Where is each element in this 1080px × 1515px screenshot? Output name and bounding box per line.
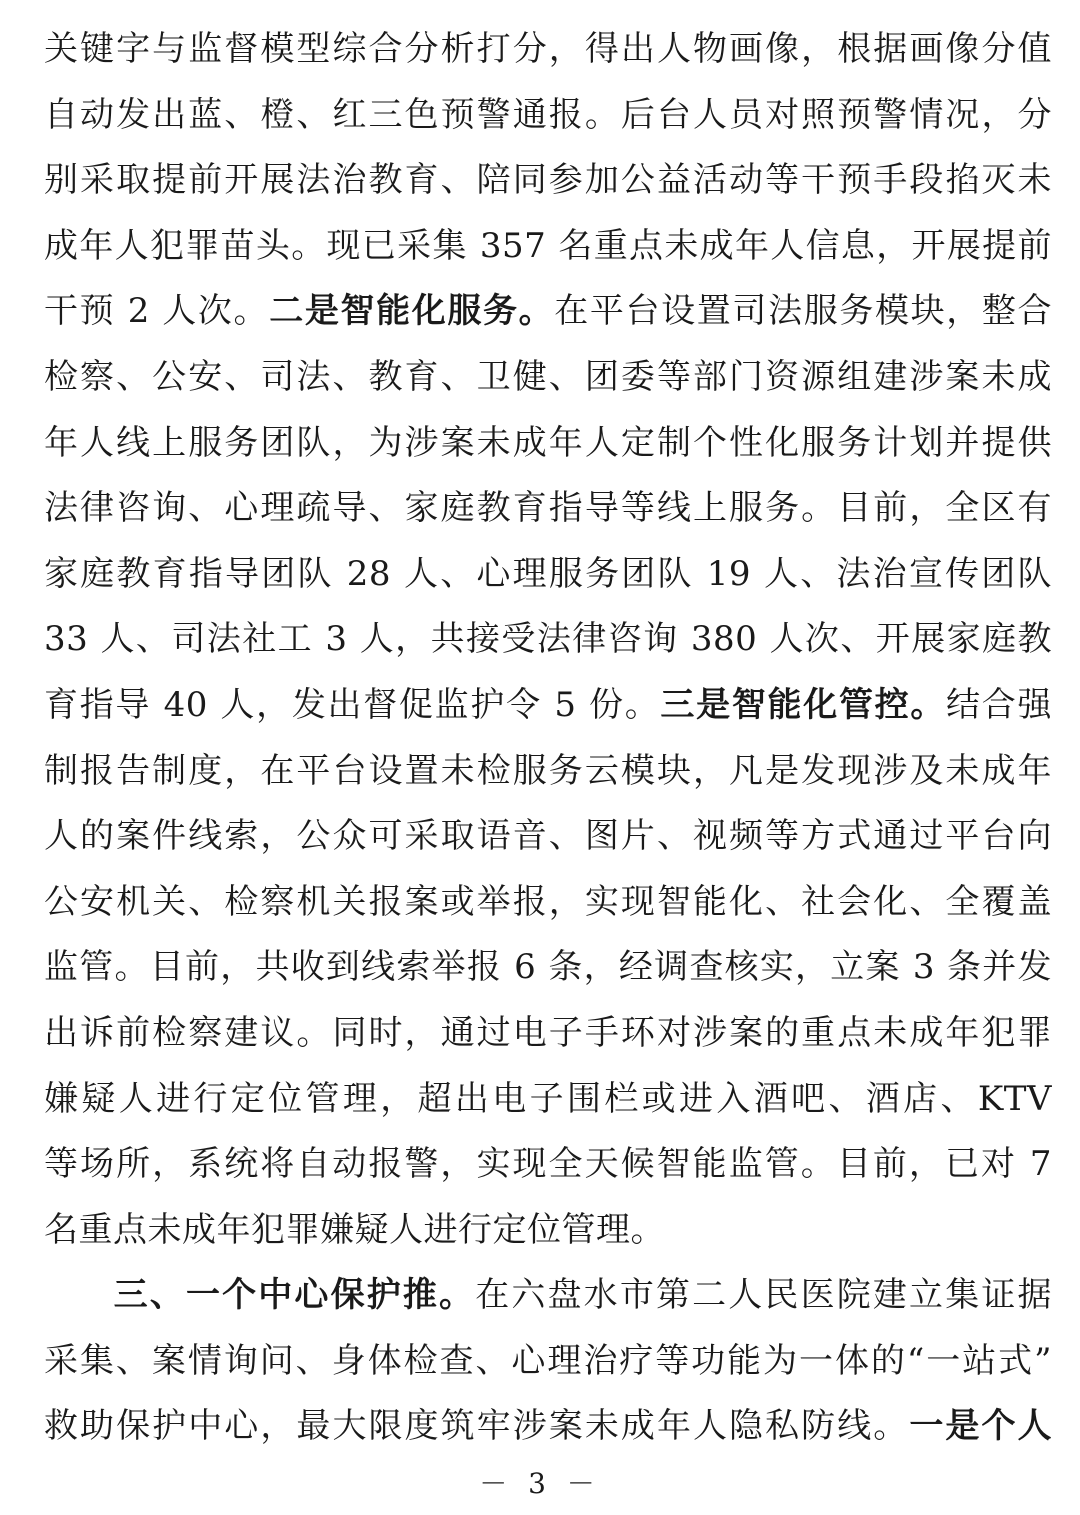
text-line: 采集、案情询问、身体检查、心理治疗等功能为一体的“一站式”	[44, 1340, 1052, 1381]
text-line: 嫌疑人进行定位管理，超出电子围栏或进入酒吧、酒店、KTV	[44, 1078, 1052, 1119]
text-line: 法律咨询、心理疏导、家庭教育指导等线上服务。目前，全区有	[44, 488, 1052, 529]
text-line: 监管。目前，共收到线索举报 6 条，经调查核实，立案 3 条并发	[44, 947, 1052, 988]
text-line: 名重点未成年犯罪嫌疑人进行定位管理。	[44, 1209, 665, 1250]
bold-heading-smart-service: 二是智能化服务。	[269, 291, 555, 332]
text-line: 等场所，系统将自动报警，实现全天候智能监管。目前，已对 7	[44, 1144, 1052, 1185]
text-line: 年人线上服务团队，为涉案未成年人定制个性化服务计划并提供	[44, 422, 1052, 463]
text-line: 成年人犯罪苗头。现已采集 357 名重点未成年人信息，开展提前	[44, 225, 1052, 266]
text-line: 干预 2 人次。二是智能化服务。在平台设置司法服务模块，整合	[44, 291, 1053, 332]
body-text	[44, 17, 1052, 1460]
text-line: 公安机关、检察机关报案或举报，实现智能化、社会化、全覆盖	[44, 881, 1052, 922]
text-line: 人的案件线索，公众可采取语音、图片、视频等方式通过平台向	[44, 816, 1052, 857]
text-line: 家庭教育指导团队 28 人、心理服务团队 19 人、法治宣传团队	[44, 553, 1052, 594]
text-line: 自动发出蓝、橙、红三色预警通报。后台人员对照预警情况，分	[44, 94, 1052, 135]
text-line: 制报告制度，在平台设置未检服务云模块，凡是发现涉及未成年	[44, 750, 1052, 791]
text-line: 三、一个中心保护推。在六盘水市第二人民医院建立集证据	[112, 1275, 1053, 1316]
text-line: 33 人、司法社工 3 人，共接受法律咨询 380 人次、开展家庭教	[44, 619, 1052, 660]
text-line: 救助保护中心，最大限度筑牢涉案未成年人隐私防线。一是个人	[44, 1406, 1053, 1447]
text-line: 关键字与监督模型综合分析打分，得出人物画像，根据画像分值	[44, 29, 1052, 69]
bold-heading-smart-control: 三是智能化管控。	[660, 684, 947, 725]
text-line: 别采取提前开展法治教育、陪同参加公益活动等干预手段掐灭未	[44, 160, 1052, 201]
section-heading-protection-center: 三、一个中心保护推。	[112, 1275, 476, 1316]
text-line: 出诉前检察建议。同时，通过电子手环对涉案的重点未成年犯罪	[44, 1012, 1052, 1053]
page-number: － 3 －	[479, 1467, 601, 1500]
text-line: 检察、公安、司法、教育、卫健、团委等部门资源组建涉案未成	[44, 356, 1052, 397]
text-line: 育指导 40 人，发出督促监护令 5 份。三是智能化管控。结合强	[44, 684, 1053, 725]
bold-heading-personal: 一是个人	[909, 1406, 1053, 1447]
